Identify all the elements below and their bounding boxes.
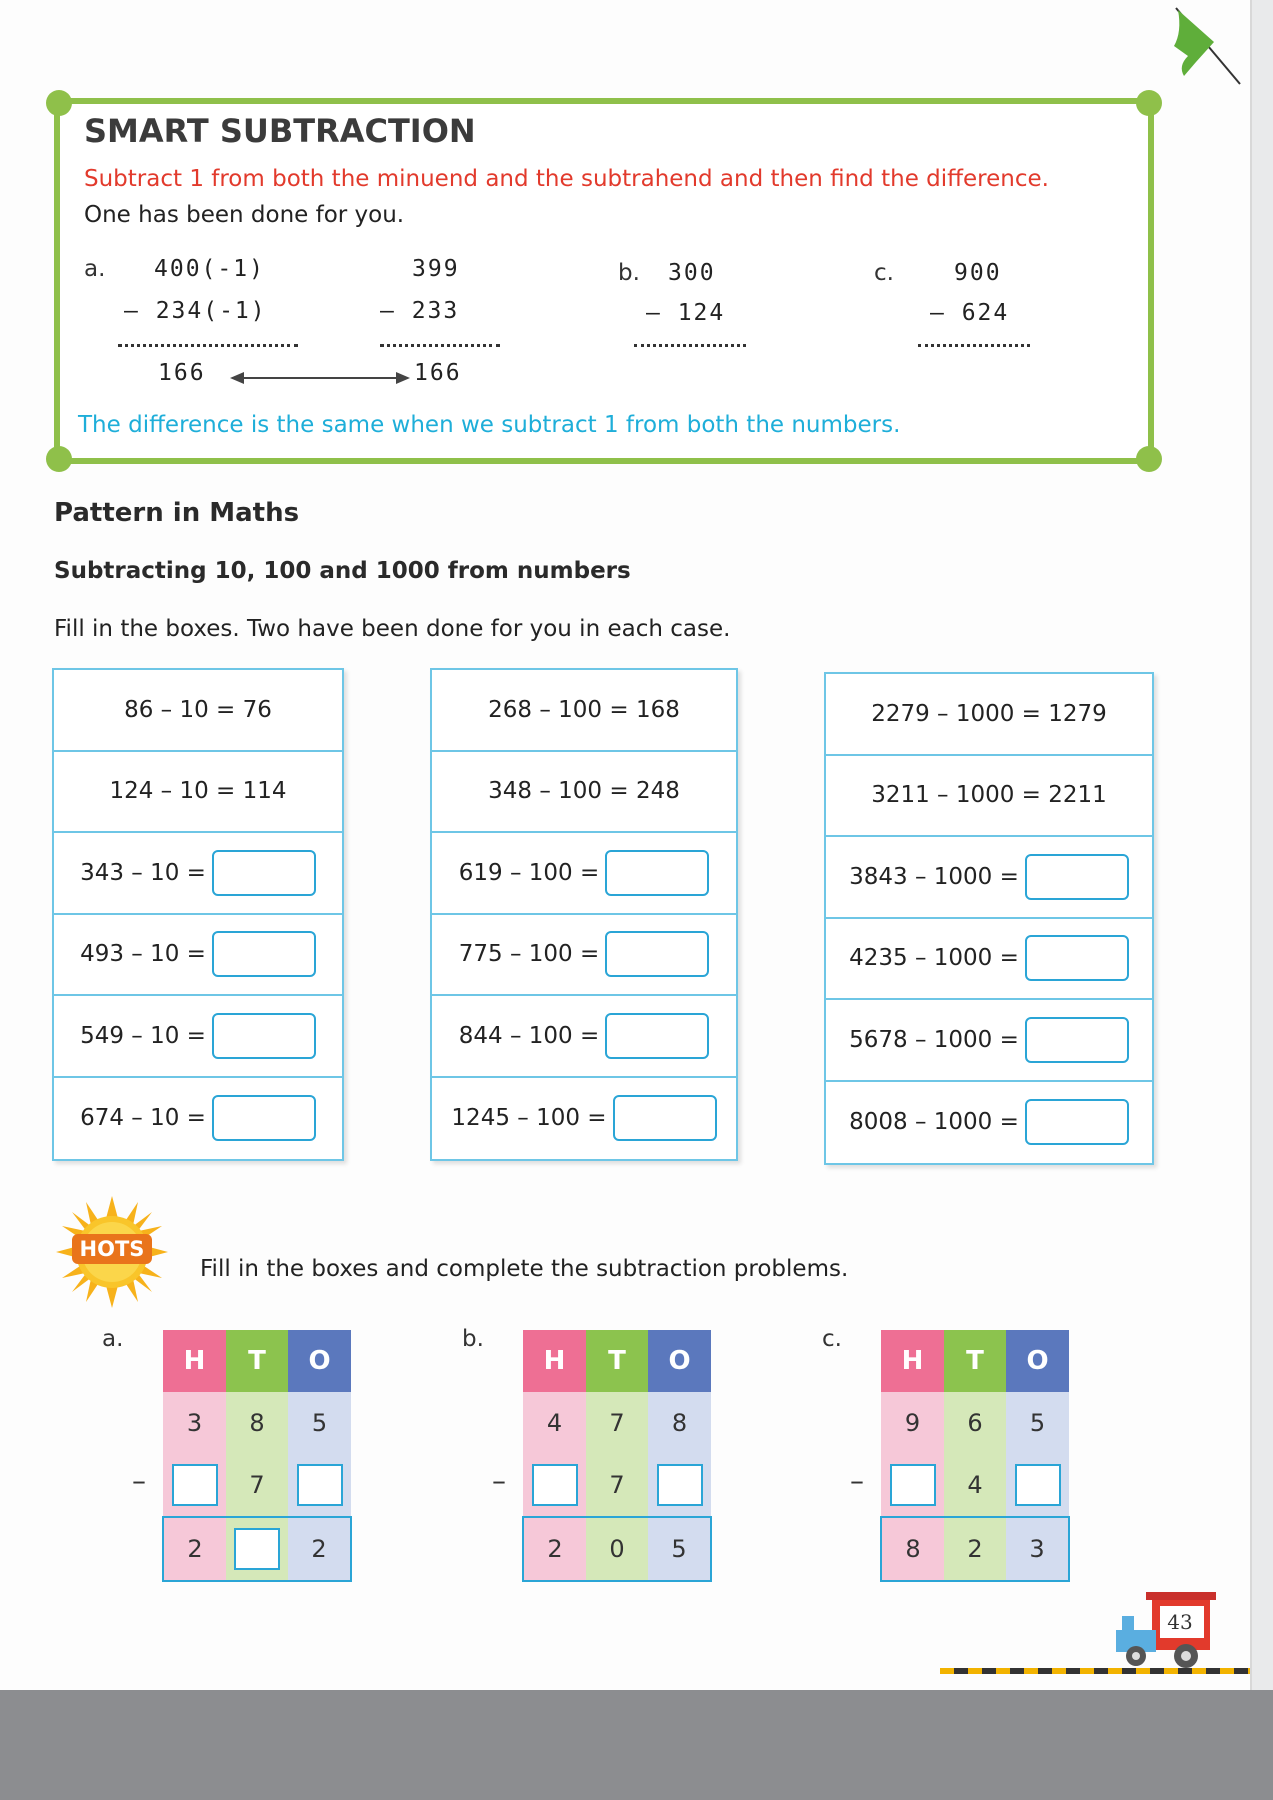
hots-c-grid: H T O 9 6 5 4 8 2 3 <box>880 1330 1070 1582</box>
answer-box[interactable] <box>1025 854 1129 900</box>
row: 674 – 10 = <box>54 1078 342 1160</box>
example-a-result: 166 <box>158 360 206 386</box>
answer-box[interactable] <box>1025 1017 1129 1063</box>
c-bottom: – 624 <box>930 300 1010 326</box>
example-a-line2 <box>380 344 500 347</box>
track-line <box>940 1668 1250 1674</box>
row: 2279 – 1000 = 1279 <box>826 674 1152 756</box>
example-a-top: 400(-1) <box>154 256 265 282</box>
answer-box[interactable] <box>613 1095 717 1141</box>
row: 124 – 10 = 114 <box>54 752 342 834</box>
row: 86 – 10 = 76 <box>54 670 342 752</box>
hots-a-grid: H T O 3 8 5 7 2 2 <box>162 1330 352 1582</box>
row: 8008 – 1000 = <box>826 1082 1152 1164</box>
row: 549 – 10 = <box>54 996 342 1078</box>
hots-instruction: Fill in the boxes and complete the subtraction problems. <box>200 1256 849 1282</box>
example-a-top2: 399 <box>412 256 460 282</box>
answer-box[interactable] <box>212 1013 316 1059</box>
row: 619 – 100 = <box>432 833 736 915</box>
smart-note: One has been done for you. <box>84 202 405 228</box>
pattern-instruction: Fill in the boxes. Two have been done for you in each case. <box>54 616 731 642</box>
row: 5678 – 1000 = <box>826 1000 1152 1082</box>
column-minus-10 <box>52 668 344 1161</box>
b-top: 300 <box>668 260 716 286</box>
answer-box[interactable] <box>172 1464 218 1506</box>
row: 343 – 10 = <box>54 833 342 915</box>
smart-instruction: Subtract 1 from both the minuend and the subtrahend and then find the difference. <box>84 166 1049 192</box>
row: 775 – 100 = <box>432 915 736 997</box>
c-label: c. <box>874 260 894 286</box>
smart-conclusion: The difference is the same when we subtract 1 from both the numbers. <box>78 412 901 438</box>
answer-box[interactable] <box>212 931 316 977</box>
row: 3211 – 1000 = 2211 <box>826 756 1152 838</box>
hots-b-grid: H T O 4 7 8 7 2 0 5 <box>522 1330 712 1582</box>
row: 493 – 10 = <box>54 915 342 997</box>
minus-sign: – <box>850 1464 864 1497</box>
row: 348 – 100 = 248 <box>432 752 736 834</box>
example-a-bottom: – 234(-1) <box>124 298 267 324</box>
answer-box[interactable] <box>890 1464 936 1506</box>
scan-background <box>0 1690 1273 1800</box>
answer-box[interactable] <box>605 850 709 896</box>
answer-box[interactable] <box>605 1013 709 1059</box>
b-line <box>634 344 746 347</box>
answer-box[interactable] <box>532 1464 578 1506</box>
answer-box[interactable] <box>657 1464 703 1506</box>
b-label: b. <box>618 260 640 286</box>
c-top: 900 <box>954 260 1002 286</box>
answer-box[interactable] <box>1015 1464 1061 1506</box>
answer-box[interactable] <box>297 1464 343 1506</box>
b-bottom: – 124 <box>646 300 726 326</box>
answer-box[interactable] <box>1025 935 1129 981</box>
row: 3843 – 1000 = <box>826 837 1152 919</box>
page-number: 43 <box>1167 1610 1193 1634</box>
page-edge <box>1252 0 1273 1690</box>
example-a-label: a. <box>84 256 106 282</box>
row: 1245 – 100 = <box>432 1078 736 1160</box>
answer-box[interactable] <box>1025 1099 1129 1145</box>
answer-box[interactable] <box>234 1528 280 1570</box>
smart-title: SMART SUBTRACTION <box>84 112 476 150</box>
hots-a-label: a. <box>102 1326 124 1352</box>
double-arrow-icon <box>230 370 410 386</box>
answer-box[interactable] <box>212 1095 316 1141</box>
flag-icon <box>1168 6 1248 96</box>
example-a-line <box>118 344 298 347</box>
answer-box[interactable] <box>605 931 709 977</box>
c-line <box>918 344 1030 347</box>
answer-box[interactable] <box>212 850 316 896</box>
row: 844 – 100 = <box>432 996 736 1078</box>
hots-c-label: c. <box>822 1326 842 1352</box>
row: 4235 – 1000 = <box>826 919 1152 1001</box>
minus-sign: – <box>492 1464 506 1497</box>
hots-b-label: b. <box>462 1326 484 1352</box>
example-a-bottom2: – 233 <box>380 298 460 324</box>
example-a-result2: 166 <box>414 360 462 386</box>
pattern-heading: Pattern in Maths <box>54 498 300 528</box>
minus-sign: – <box>132 1464 146 1497</box>
hots-badge-text: HOTS <box>72 1234 152 1264</box>
pattern-subheading: Subtracting 10, 100 and 1000 from numbers <box>54 558 631 584</box>
row: 268 – 100 = 168 <box>432 670 736 752</box>
smart-subtraction-box <box>54 98 1154 464</box>
column-minus-1000 <box>824 672 1154 1165</box>
column-minus-100 <box>430 668 738 1161</box>
